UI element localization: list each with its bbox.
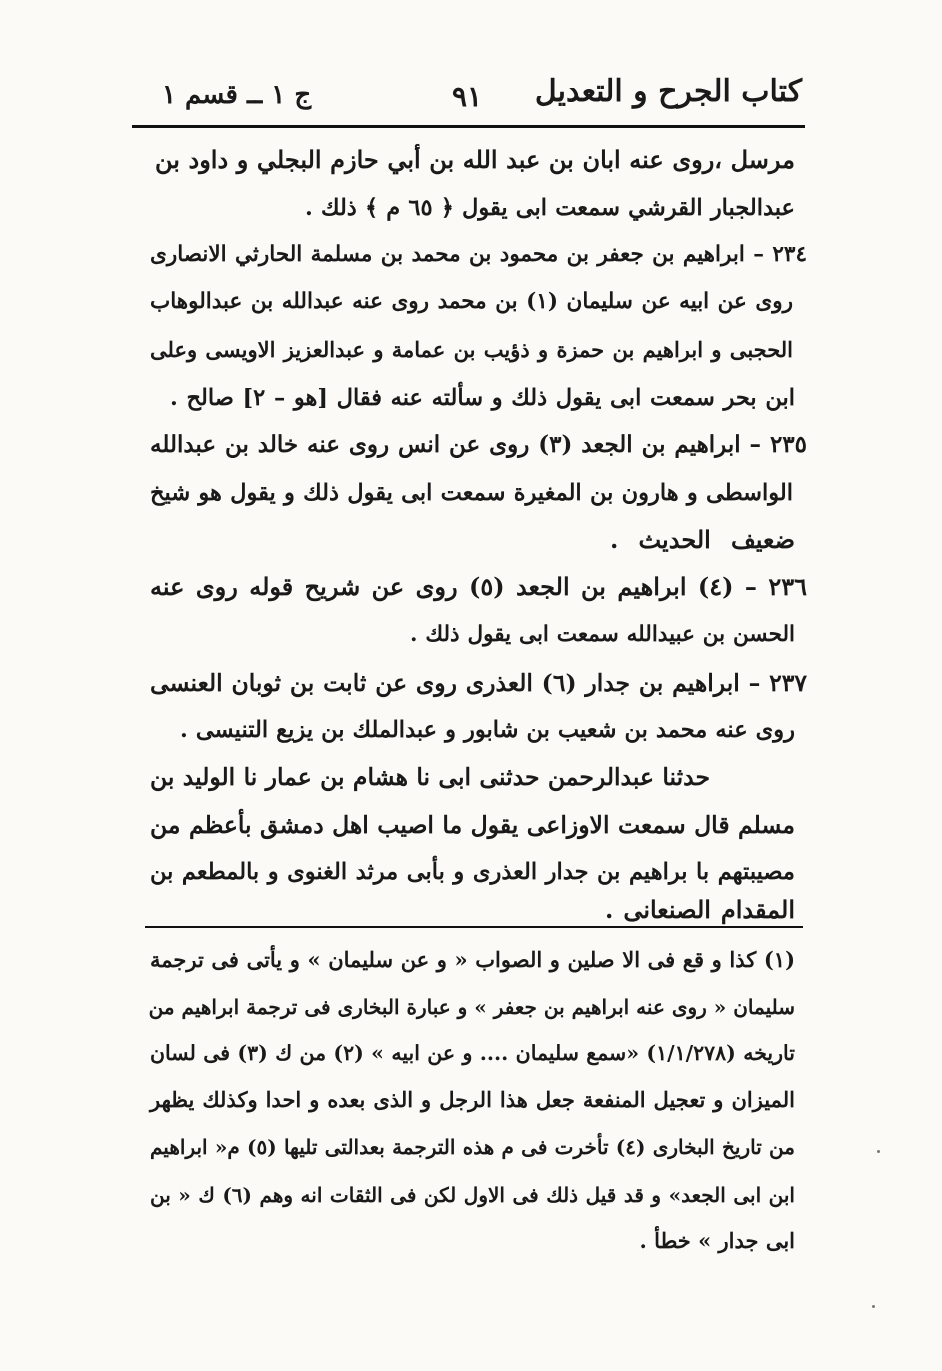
footnote-line: من تاريخ البخارى (٤) تأخرت فى م هذه الترجمة بعدالتى تليها (٥) م« ابراهيم <box>150 1135 795 1159</box>
body-line: ٢٣٥ – ابراهيم بن الجعد (٣) روى عن انس روى عنه خالد بن عبدالله <box>150 431 807 458</box>
header-rule <box>132 125 805 128</box>
body-line: ضعيف الحديث . <box>610 525 795 554</box>
body-line: المقدام الصنعانى . <box>605 895 795 924</box>
body-line: حدثنا عبدالرحمن حدثنى ابى نا هشام بن عمار نا الوليد بن <box>150 763 710 791</box>
body-line: الحسن بن عبيدالله سمعت ابى يقول ذلك . <box>410 622 795 647</box>
book-title: كتاب الجرح و التعديل <box>534 74 802 109</box>
body-line: مصيبتهم با براهيم بن جدار العذرى و بأبى مرثد الغنوى و بالمطعم بن <box>150 859 795 885</box>
body-line: روى عنه محمد بن شعيب بن شابور و عبدالملك بن يزيع التنيسى . <box>180 717 795 743</box>
footnote-line: سليمان « روى عنه ابراهيم بن جعفر » و عبارة البخارى فى ترجمة ابراهيم من <box>148 995 795 1019</box>
scan-speck <box>872 1305 875 1308</box>
body-line: عبدالجبار القرشي سمعت ابى يقول ﴿ ٦٥ م ﴾ ذلك . <box>305 195 795 221</box>
footnote-line: (١) كذا و قع فى الا صلين و الصواب « و عن سليمان » و يأتى فى ترجمة <box>150 947 795 972</box>
body-line: مرسل ،روى عنه ابان بن عبد الله بن أبي حازم البجلي و داود بن <box>155 145 795 174</box>
footnote-line: تاريخه (١/١/٢٧٨) «سمع سليمان .... و عن ابيه » (٢) من ك (٣) فى لسان <box>150 1041 795 1065</box>
body-line: الحجبى و ابراهيم بن حمزة و ذؤيب بن عمامة و عبدالعزيز الاويسى وعلى <box>150 337 793 362</box>
footnote-line: الميزان و تعجيل المنفعة جعل هذا الرجل و الذى بعده و احدا وكذلك يظهر <box>150 1087 795 1112</box>
page-number: ٩١ <box>451 80 483 113</box>
footnote-line: ابن ابى الجعد» و قد قيل ذلك فى الاول لكن فى الثقات انه وهم (٦) ك « بن <box>150 1183 795 1207</box>
body-line: ٢٣٧ – ابراهيم بن جدار (٦) العذرى روى عن ثابت بن ثوبان العنسى <box>150 669 807 697</box>
body-line: مسلم قال سمعت الاوزاعى يقول ما اصيب اهل دمشق بأعظم من <box>150 811 795 839</box>
body-line: ابن بحر سمعت ابى يقول ذلك و سألته عنه فقال [هو – ٢] صالح . <box>170 385 795 411</box>
scan-speck <box>877 1150 880 1153</box>
body-line: ٢٣٤ – ابراهيم بن جعفر بن محمود بن محمد بن مسلمة الحارثي الانصارى <box>150 242 807 267</box>
body-line: روى عن ابيه عن سليمان (١) بن محمد روى عنه عبدالله بن عبدالوهاب <box>150 289 793 314</box>
footnote-line: ابى جدار » خطأ . <box>639 1228 795 1253</box>
page-header <box>132 70 802 120</box>
body-line: الواسطى و هارون بن المغيرة سمعت ابى يقول ذلك و يقول هو شيخ <box>150 480 793 506</box>
footnote-rule <box>145 926 803 928</box>
body-line: ٢٣٦ – (٤) ابراهيم بن الجعد (٥) روى عن شريح قوله روى عنه <box>150 572 807 601</box>
volume-label: ج ١ ــ قسم ١ <box>162 80 312 110</box>
